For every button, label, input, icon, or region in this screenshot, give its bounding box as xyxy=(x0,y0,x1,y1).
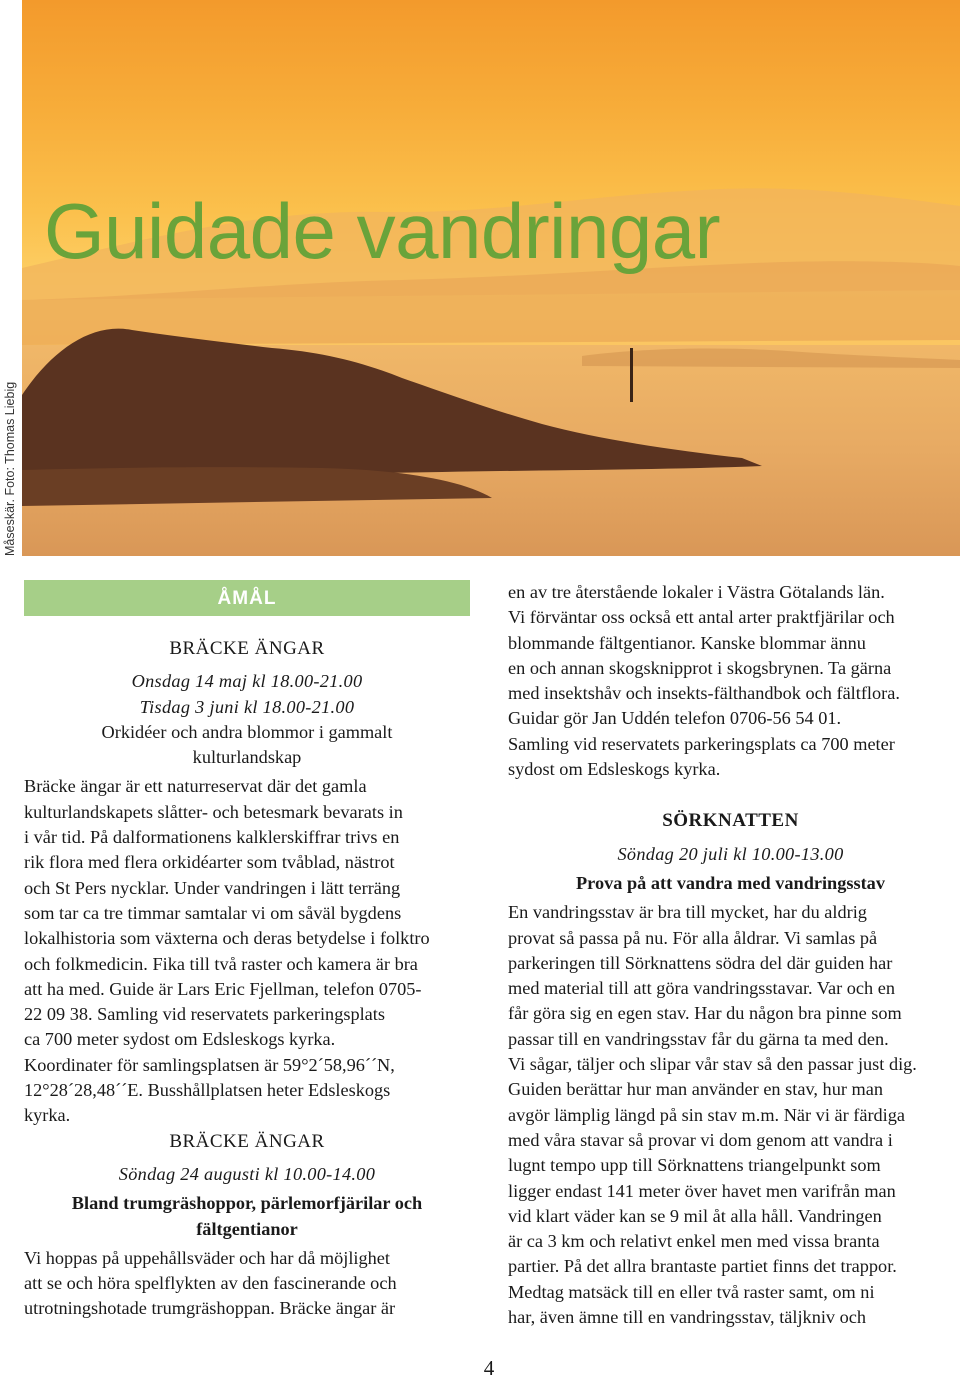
section-header-amal: ÅMÅL xyxy=(24,580,470,616)
event-description: Vi hoppas på uppehållsväder och har då möjlighet att se och höra spelflykten av den fascinerande och utrotningshotade trumgräshoppan. Bräcke ängar är xyxy=(24,1247,397,1319)
sunset-landscape-illustration xyxy=(22,0,960,556)
event-venue: BRÄCKE ÄNGAR xyxy=(169,1130,325,1152)
event-description: En vandringsstav är bra till mycket, har du aldrig provat så passa på nu. För alla åldrar. Vi samlas på parkeringen till Sörknattens södra del där guiden har med material till att göra vandringsstavar. Var och en får göra sig en egen stav. Har du någon bra pinne som passar till en vandringsstav får du gärna ta med den. Vi sågar, täljer och slipar vår stav så den passar just dig. Guiden berättar hur man använder en stav, hur man avgör lämplig längd på sin stav m.m. När vi är färdiga med våra stavar så provar vi dom genom att vandra i lugnt tempo upp till Sörknattens triangelpunkt som ligger endast 141 meter över havet men varifrån man vid klart väder kan se 9 mil åt alla håll. Vandringen är ca 3 km och relativt enkel men med vissa branta partier. På det allra brantaste partiet finns det trappor. Medtag matsäck till en eller två raster samt, om ni har, även ämne till en vandringsstav, täljkniv och xyxy=(508,902,917,1328)
photo-credit xyxy=(1,381,19,556)
page-number: 4 xyxy=(483,1356,495,1380)
event-venue: BRÄCKE ÄNGAR xyxy=(169,638,325,659)
left-column xyxy=(24,580,470,1322)
event-date: Onsdag 14 maj kl 18.00-21.00 xyxy=(131,671,363,692)
event-description: Bräcke ängar är ett naturreservat där det gamla kulturlandskapets slåtter- och betesmark bevarats in i vår tid. På dalformationens kalklerskiffrar trivs en rik flora med flera orkidéarter som tvåblad, nästrot och St Pers nycklar. Under vandringen i lätt terräng som tar ca tre timmar samtalar vi om såväl bygdens lokalhistoria som växterna och deras betydelse i folktro och folkmedicin. Fika till två raster och kamera är bra att ha med. Guide är Lars Eric Fjellman, telefon 0705- 22 09 38. Samling vid reservatets parkeringsplats ca 700 meter sydost om Edsleskogs kyrka. Koordinater för samlingsplatsen är 59°2´58,96´´N, 12°28´28,48´´E. Busshållplatsen heter Edsleskogs kyrka. xyxy=(24,776,430,1126)
event-theme: Prova på att vandra med vandringsstav xyxy=(576,872,885,893)
navigation-beacon xyxy=(630,348,633,402)
event-venue: SÖRKNATTEN xyxy=(662,810,799,832)
right-column xyxy=(508,580,953,1330)
page-title: Guidade vandringar xyxy=(44,187,721,275)
event-theme: Orkidéer och andra blommor i gammalt kulturlandskap xyxy=(101,721,393,768)
continued-description: en av tre återstående lokaler i Västra Götalands län. Vi förväntar oss också ett antal arter praktfjärilar och blommande fältgentianor. Kanske blommar ännu en och annan skogsknipprot i skogsbrynen. Ta gärna med insektshåv och insekts-fälthandbok och fältflora. Guidar gör Jan Uddén telefon 0706-56 54 01. Samling vid reservatets parkeringsplats ca 700 meter sydost om Edsleskogs kyrka. xyxy=(508,582,900,780)
event-theme: Bland trumgräshoppor, pärlemorfjärilar och fältgentianor xyxy=(71,1193,423,1239)
event-date: Tisdag 3 juni kl 18.00-21.00 xyxy=(139,696,355,717)
event-date: Söndag 24 augusti kl 10.00-14.00 xyxy=(118,1163,376,1184)
hero-photo xyxy=(22,0,960,556)
photo-caption: Måseskär. xyxy=(3,499,17,556)
photographer: Foto: Thomas Liebig xyxy=(3,381,17,496)
event-date: Söndag 20 juli kl 10.00-13.00 xyxy=(617,843,844,864)
